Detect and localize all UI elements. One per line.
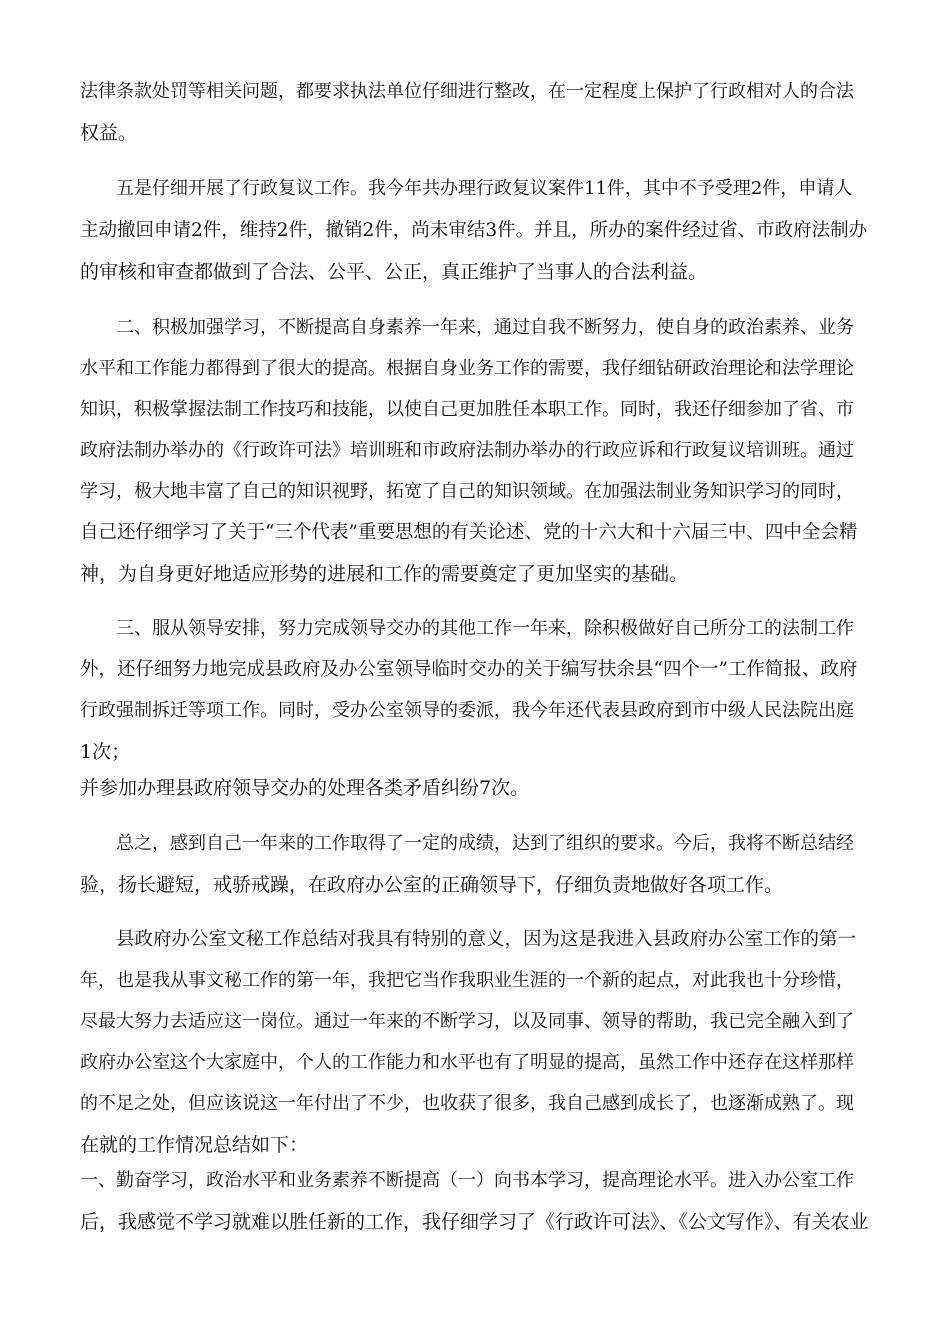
text-line: 尽最大努力去适应这一岗位。通过一年来的不断学习，以及同事、领导的帮助，我已完全融入到了 [80,1011,854,1032]
text-line: 自己还仔细学习了关于“三个代表”重要思想的有关论述、党的十六大和十六届三中、四中全会精 [80,522,858,543]
text-line: 1次； [80,741,131,763]
text-line: 的不足之处，但应该说这一年付出了不少，也收获了很多，我自己感到成长了，也逐渐成熟了。现 [80,1093,854,1114]
text-line: 县政府办公室文秘工作总结对我具有特别的意义，因为这是我进入县政府办公室工作的第一 [116,929,857,950]
text-line: 三、服从领导安排，努力完成领导交办的其他工作一年来，除积极做好自己所分工的法制工作 [116,618,854,639]
text-line: 行政强制拆迁等项工作。同时，受办公室领导的委派，我今年还代表县政府到市中级人民法院出庭 [80,700,854,721]
text-line: 政府法制办举办的《行政许可法》培训班和市政府法制办举办的行政应诉和行政复议培训班。通过 [80,440,854,461]
text-line: 神，为自身更好地适应形势的进展和工作的需要奠定了更加坚实的基础。 [80,563,689,585]
text-line: 法律条款处罚等相关问题，都要求执法单位仔细进行整改，在一定程度上保护了行政相对人的合法 [80,81,854,102]
text-line: 外，还仔细努力地完成县政府及办公室领导临时交办的关于编写扶余县“四个一”工作简报、政府 [80,659,858,680]
text-line: 后，我感觉不学习就难以胜任新的工作，我仔细学习了《行政许可法》、《公文写作》、有关农业 [80,1211,869,1233]
text-line: 验，扬长避短，戒骄戒躁，在政府办公室的正确领导下，仔细负责地做好各项工作。 [80,874,784,896]
text-line: 五是仔细开展了行政复议工作。我今年共办理行政复议案件11件，其中不予受理2件，申请人 [116,178,853,199]
text-line: 二、积极加强学习，不断提高自身素养一年来，通过自我不断努力，使自身的政治素养、业务 [116,317,854,338]
text-line: 年，也是我从事文秘工作的第一年，我把它当作我职业生涯的一个新的起点，对此我也十分珍惜， [80,970,854,991]
text-line: 主动撤回申请2件，维持2件，撤销2件，尚未审结3件。并且，所办的案件经过省、市政府法制办 [80,220,868,241]
text-line: 水平和工作能力都得到了很大的提高。根据自身业务工作的需要，我仔细钻研政治理论和法学理论 [80,358,854,379]
text-line: 学习，极大地丰富了自己的知识视野，拓宽了自己的知识领域。在加强法制业务知识学习的同时， [80,481,854,502]
text-line: 在就的工作情况总结如下： [80,1134,309,1156]
text-line: 并参加办理县政府领导交办的处理各类矛盾纠纷7次。 [80,777,530,799]
text-line: 总之，感到自己一年来的工作取得了一定的成绩，达到了组织的要求。今后，我将不断总结经 [116,833,854,854]
text-line: 一、勤奋学习，政治水平和业务素养不断提高（一）向书本学习，提高理论水平。进入办公室工作 [80,1170,854,1191]
text-line: 权益。 [80,122,138,144]
text-line: 知识，积极掌握法制工作技巧和技能，以使自己更加胜任本职工作。同时，我还仔细参加了省、市 [80,399,854,420]
text-line: 的审核和审查都做到了合法、公平、公正，真正维护了当事人的合法利益。 [80,261,708,283]
text-line: 政府办公室这个大家庭中，个人的工作能力和水平也有了明显的提高，虽然工作中还存在这样那样 [80,1052,854,1073]
